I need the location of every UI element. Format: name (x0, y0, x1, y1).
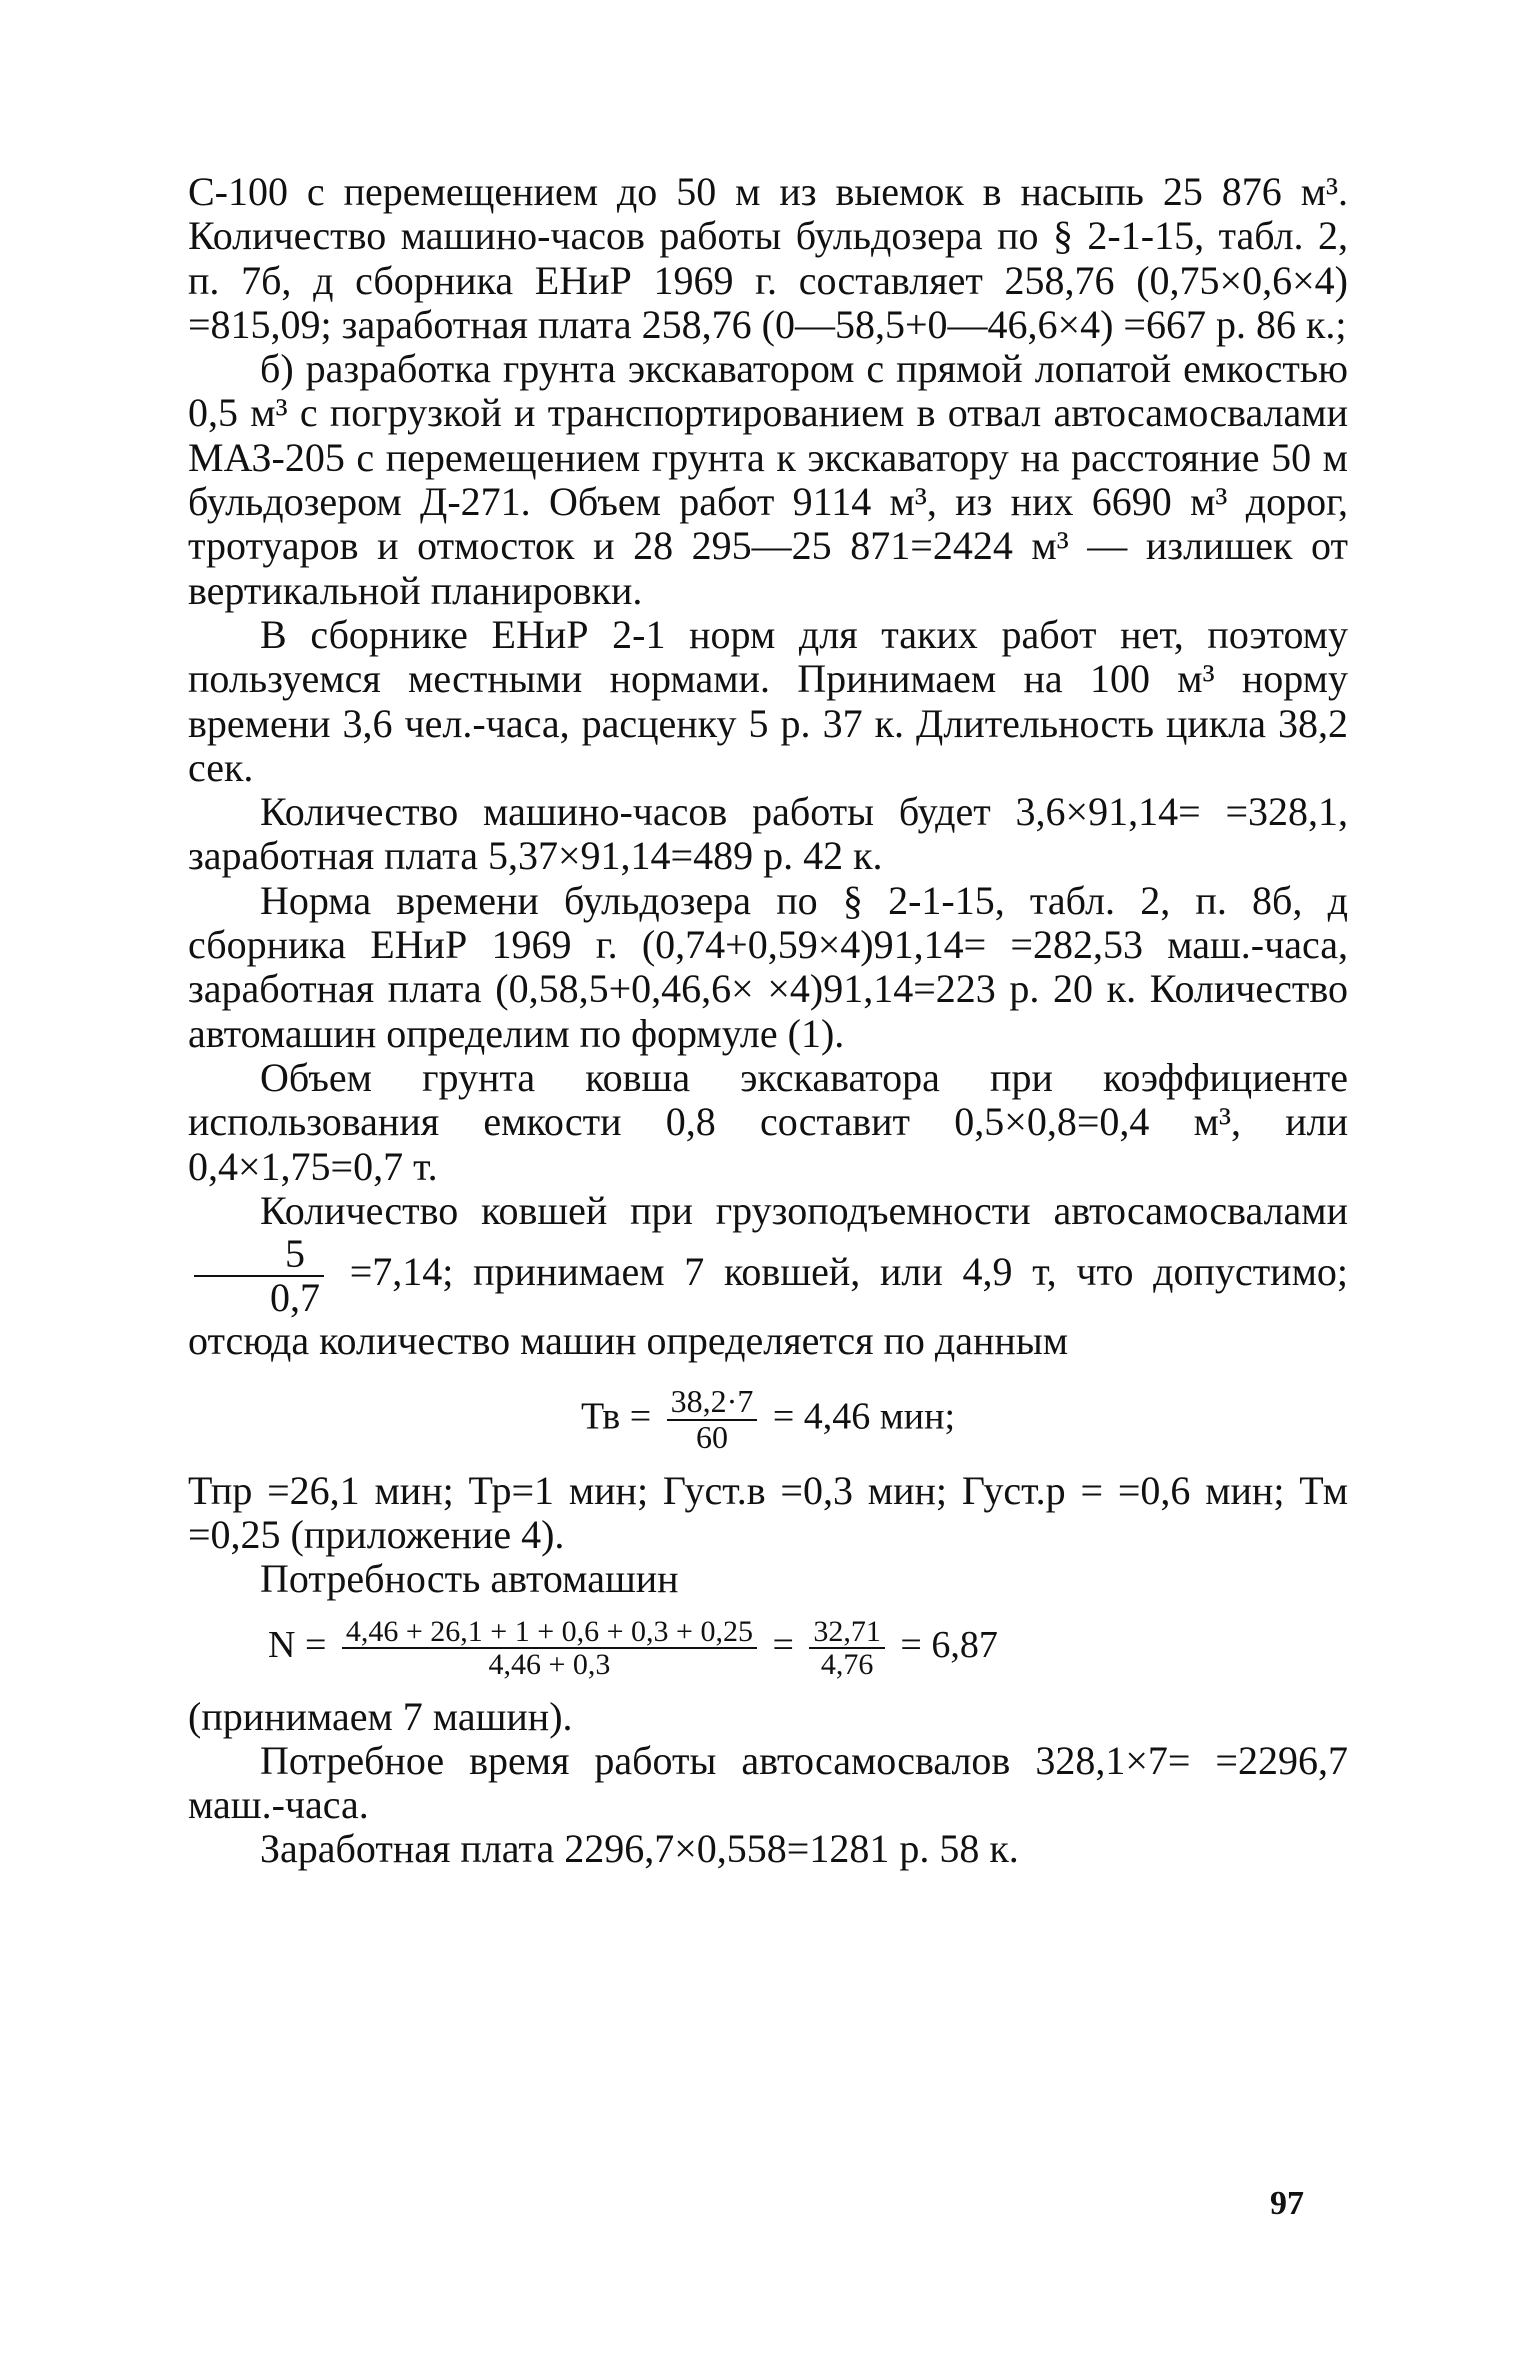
ratio-numerator: 5 (194, 1233, 324, 1277)
equation-t-numerator: 38,2·7 (667, 1385, 758, 1421)
equation-n-fraction-2 (809, 1616, 885, 1681)
equation-t-rhs: = 4,46 мин; (772, 1395, 956, 1438)
equation-n-fraction-1 (342, 1616, 757, 1681)
document-body (188, 170, 1348, 1872)
equation-t-denominator: 60 (695, 1419, 728, 1456)
equation-t-fraction (667, 1385, 758, 1454)
paragraph-5: Норма времени бульдозера по § 2-1-15, табл. 2, п. 8б, д сборника ЕНиР 1969 г. (0,74+0,59×4)91,14= =282,53 маш.-часа, заработная плата (0,58,5+0,46,6× ×4)91,14=223 р. 20 к. Количество автомашин определим по формуле (1). (188, 877, 1348, 1056)
equation-t-load (188, 1385, 1348, 1454)
paragraph-8: Тпр =26,1 мин; Тр=1 мин; Густ.в =0,3 мин; Густ.р = =0,6 мин; Тм =0,25 (приложение 4). (188, 1467, 1348, 1557)
equation-n-denominator-2: 4,76 (820, 1648, 874, 1681)
equation-n-lhs: N = (268, 1623, 327, 1666)
equation-n-numerator-2: 32,71 (809, 1616, 885, 1650)
paragraph-3: В сборнике ЕНиР 2-1 норм для таких работ нет, поэтому пользуемся местными нормами. Принимаем на 100 м³ норму времени 3,6 чел.-часа, расценку 5 р. 37 к. Длительность цикла 38,2 сек. (188, 611, 1348, 790)
paragraph-11: Потребное время работы автосамосвалов 328,1×7= =2296,7 маш.-часа. (188, 1737, 1348, 1828)
paragraph-7-text-b: =7,14; принимаем 7 ковшей, или 4,9 т, что допустимо; отсюда количество машин определяется по данным (188, 1249, 1349, 1364)
page-number: 97 (1270, 2185, 1304, 2222)
ratio-fraction (194, 1233, 324, 1319)
equation-n-denominator-1: 4,46 + 0,3 (488, 1648, 611, 1681)
ratio-denominator: 0,7 (270, 1275, 320, 1321)
paragraph-7-text-a: Количество ковшей при грузоподъемности автосамосвалами (260, 1187, 1348, 1233)
equation-n-rhs: = 6,87 (900, 1623, 998, 1666)
equation-t-lhs: Тв = (580, 1395, 652, 1438)
paragraph-2: б) разработка грунта экскаватором с прямой лопатой емкостью 0,5 м³ с погрузкой и транспортированием в отвал автосамосвалами МАЗ-205 с перемещением грунта к экскаватору на расстояние 50 м бульдозером Д-271. Объем работ 9114 м³, из них 6690 м³ дорог, тротуаров и отмосток и 28 295—25 871=2424 м³ — излишек от вертикальной планировки. (188, 346, 1348, 613)
equation-n-numerator-1: 4,46 + 26,1 + 1 + 0,6 + 0,3 + 0,25 (342, 1616, 757, 1650)
paragraph-7 (188, 1189, 1348, 1364)
equation-n-vehicles (268, 1616, 1348, 1681)
paragraph-10: (принимаем 7 машин). (188, 1693, 573, 1739)
paragraph-12: Заработная плата 2296,7×0,558=1281 р. 58 к. (260, 1826, 1019, 1872)
paragraph-9: Потребность автомашин (260, 1556, 679, 1602)
paragraph-1: С-100 с перемещением до 50 м из выемок в насыпь 25 876 м³. Количество машино-часов работы бульдозера по § 2-1-15, табл. 2, п. 7б, д сборника ЕНиР 1969 г. составляет 258,76 (0,75×0,6×4) =815,09; заработная плата 258,76 (0—58,5+0—46,6×4) =667 р. 86 к.; (188, 169, 1348, 347)
equation-n-equals: = (772, 1623, 794, 1666)
paragraph-6: Объем грунта ковша экскаватора при коэффициенте использования емкости 0,8 составит 0,5×0,8=0,4 м³, или 0,4×1,75=0,7 т. (188, 1054, 1348, 1189)
paragraph-4: Количество машино-часов работы будет 3,6×91,14= =328,1, заработная плата 5,37×91,14=489 р. 42 к. (188, 789, 1348, 879)
